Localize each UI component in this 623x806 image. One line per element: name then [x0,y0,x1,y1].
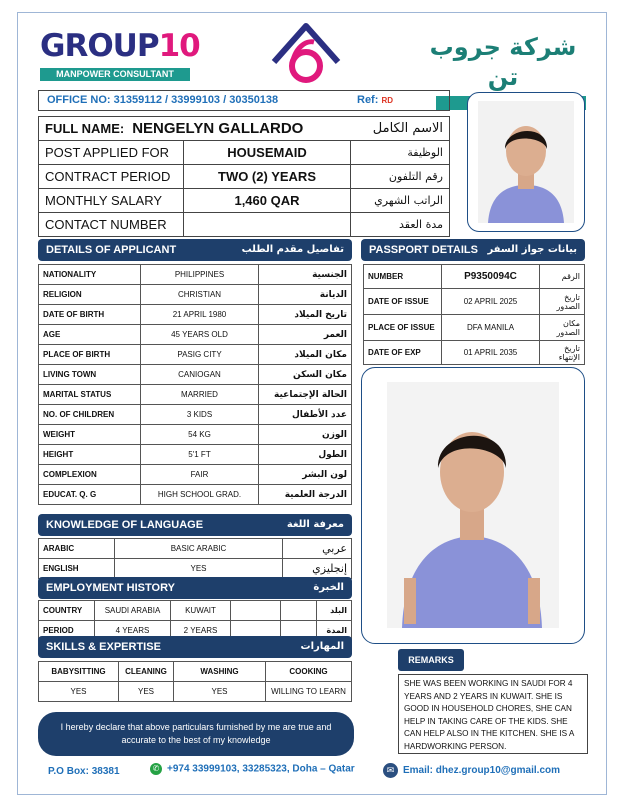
brand-tagline: MANPOWER CONSULTANT [40,68,190,81]
full-name-row [39,117,450,141]
full-name-value: NENGELYN GALLARDO [132,120,304,137]
arabic-logo [418,32,588,91]
table-row: AGE 45 YEARS OLD العمر [39,325,352,345]
table-row: MARITAL STATUS MARRIED الحالة الإجتماعية [39,385,352,405]
swoosh-logo-icon [270,22,342,86]
section-header-skills: SKILLS & EXPERTISE المهارات [38,636,352,658]
table-row: PLACE OF ISSUE DFA MANILA مكان الصدور [364,315,585,341]
info-label: MONTHLY SALARY [39,189,184,213]
info-value: TWO (2) YEARS [184,165,351,189]
table-row: ENGLISH YES إنجليزي [39,559,352,579]
table-row: RELIGION CHRISTIAN الديانة [39,285,352,305]
info-value: 1,460 QAR [184,189,351,213]
table-row: WEIGHT 54 KG الوزن [39,425,352,445]
table-row: COMPLEXION FAIR لون البشر [39,465,352,485]
table-row: COUNTRY SAUDI ARABIA KUWAIT البلد [39,601,352,621]
table-row: HEIGHT 5'1 FT الطول [39,445,352,465]
info-label: POST APPLIED FOR [39,141,184,165]
info-label-ar: مدة العقد [351,213,450,237]
email-icon: ✉ [383,763,398,778]
portrait-image [362,368,583,642]
info-label-ar: الوظيفة [351,141,450,165]
table-row: NATIONALITY PHILIPPINES الجنسية [39,265,352,285]
full-name-label-ar: الاسم الكامل [351,117,450,141]
ref-value: RD [381,96,394,105]
po-box: P.O Box: 38381 [48,766,120,777]
table-row: ARABIC BASIC ARABIC عربي [39,539,352,559]
ref-field: Ref: RD [357,94,394,106]
whatsapp-icon: ✆ [150,763,162,775]
phone-contact: ✆ +974 33999103, 33285323, Doha – Qatar [150,763,355,775]
table-row: PLACE OF BIRTH PASIG CITY مكان الميلاد [39,345,352,365]
applicant-photo-large [361,367,585,644]
table-row: NO. OF CHILDREN 3 KIDS عدد الأطفال [39,405,352,425]
table-row: LIVING TOWN CANIOGAN مكان السكن [39,365,352,385]
full-name-label: FULL NAME: [45,121,125,136]
declaration: I hereby declare that above particulars furnished by me are true and accurate to the best of my knowledge [38,712,354,756]
section-header-applicant: DETAILS OF APPLICANT تفاصيل مقدم الطلب [38,239,352,261]
applicant-table [38,264,352,505]
table-row: EDUCAT. Q. G HIGH SCHOOL GRAD. الدرجة العلمية [39,485,352,505]
employment-table [38,600,352,641]
arabic-company-name: شركة جروب تن [429,33,577,91]
skills-table [38,661,352,702]
info-row [39,213,450,237]
passport-table [363,264,585,365]
info-value [184,213,351,237]
info-label: CONTACT NUMBER [39,213,184,237]
table-row: DATE OF BIRTH 21 APRIL 1980 تاريخ الميلاد [39,305,352,325]
info-label-ar: رقم التلفون [351,165,450,189]
info-row [39,165,450,189]
table-row: DATE OF EXP 01 APRIL 2035 تاريخ الإنتهاء [364,341,585,365]
table-row: NUMBER P9350094C الرقم [364,265,585,289]
applicant-photo-small [467,92,585,232]
main-info-table [38,116,450,237]
section-header-employment: EMPLOYMENT HISTORY الخبرة [38,577,352,599]
language-table [38,538,352,579]
info-value: HOUSEMAID [184,141,351,165]
remarks-header: REMARKS [398,649,464,671]
skills-value-row: YES YES YES WILLING TO LEARN [39,682,352,702]
brand-number: 10 [158,28,200,64]
remarks-text: SHE WAS BEEN WORKING IN SAUDI FOR 4 YEARS AND 2 YEARS IN KUWAIT. SHE IS GOOD IN HOUSEHOLD CHORES, SHE CAN HELP IN TAKING CARE OF THE KIDS. SHE CAN HELP ALSO IN THE KITCHEN. SHE IS A HARDWORKING PERSON. [398,674,588,754]
group10-logo [40,28,200,86]
section-header-passport: PASSPORT DETAILS بيانات جواز السفر [361,239,585,261]
email-contact: ✉ Email: dhez.group10@gmail.com [383,763,560,778]
office-text: OFFICE NO: 31359112 / 33999103 / 30350138 [47,94,279,106]
table-row: PERIOD 4 YEARS 2 YEARS المدة [39,621,352,641]
office-numbers [38,90,450,111]
info-row [39,141,450,165]
skills-header-row: BABYSITTING CLEANING WASHING COOKING [39,662,352,682]
portrait-image [468,93,583,230]
table-row: DATE OF ISSUE 02 APRIL 2025 تاريخ الصدور [364,289,585,315]
info-label-ar: الراتب الشهري [351,189,450,213]
info-label: CONTRACT PERIOD [39,165,184,189]
section-header-language: KNOWLEDGE OF LANGUAGE معرفة اللغة [38,514,352,536]
brand-prefix: GROUP [40,28,159,64]
info-row [39,189,450,213]
